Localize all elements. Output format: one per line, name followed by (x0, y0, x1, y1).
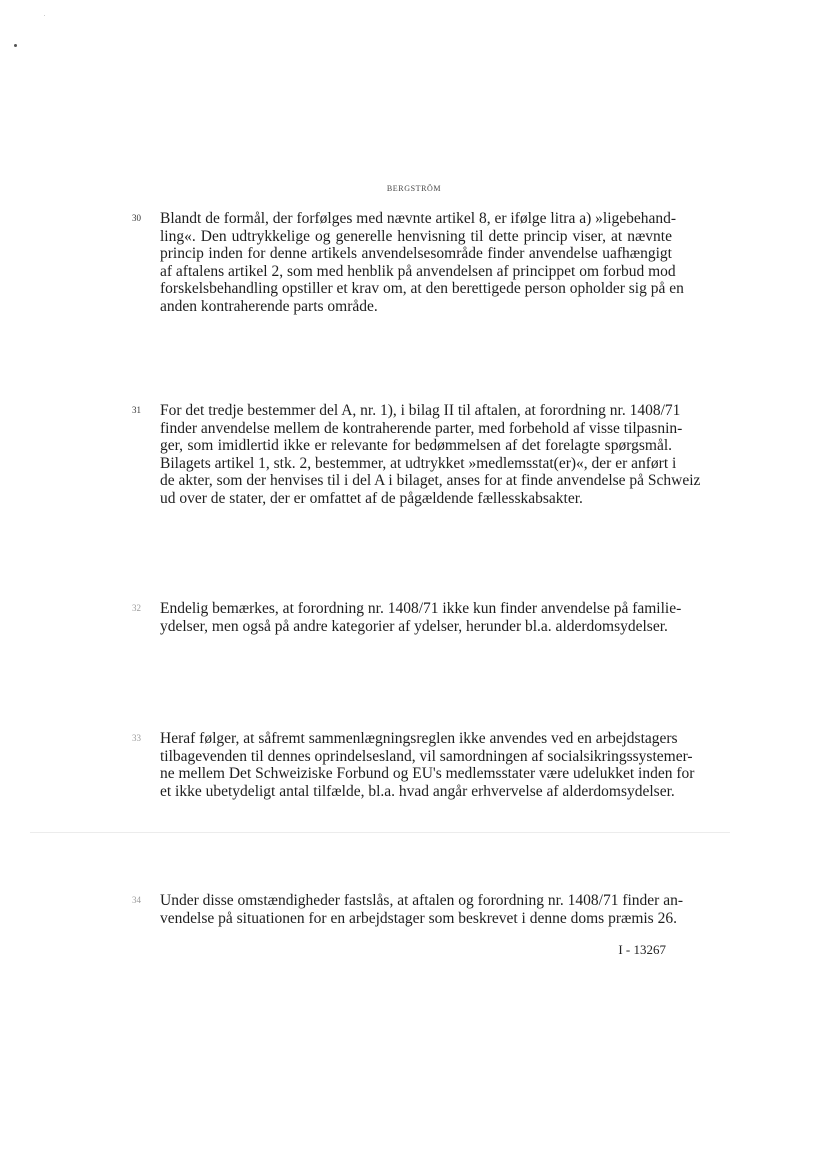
paragraph-number: 30 (132, 213, 141, 223)
text-line: finder anvendelse mellem de kontraherende parter, med forbehold af visse tilpasnin- (160, 419, 683, 437)
text-line: ydelser, men også på andre kategorier af ydelser, herunder bl.a. alderdomsydelser. (160, 617, 668, 635)
text-line: Endelig bemærkes, at forordning nr. 1408/71 ikke kun finder anvendelse på familie- (160, 600, 682, 617)
text-line: ling«. Den udtrykkelige og generelle henvisning til dette princip viser, at nævnte (160, 227, 672, 245)
text-line: Under disse omstændigheder fastslås, at aftalen og forordning nr. 1408/71 finder an- (160, 892, 684, 909)
paragraph-number: 32 (132, 603, 141, 613)
page-number: I - 13267 (618, 942, 666, 957)
text-line: vendelse på situationen for en arbejdstager som beskrevet i denne doms præmis 26. (160, 909, 677, 927)
page-header: BERGSTRÖM (386, 184, 442, 193)
scan-speck (44, 15, 45, 16)
text-line: Bilagets artikel 1, stk. 2, bestemmer, at udtrykket »medlemsstat(er)«, der er anført i (160, 454, 677, 472)
text-line: ger, som imidlertid ikke er relevante for bedømmelsen af det forelagte spørgsmål. (160, 437, 672, 454)
text-line: Heraf følger, at såfremt sammenlægningsreglen ikke anvendes ved en arbejdstagers (160, 730, 678, 747)
paragraph-text (160, 210, 684, 315)
paragraph-number: 31 (132, 405, 141, 415)
text-line: anden kontraherende parts område. (160, 297, 378, 315)
text-line: forskelsbehandling opstiller et krav om, at den berettigede person opholder sig på en (160, 280, 684, 297)
text-line: ud over de stater, der er omfattet af de pågældende fællesskabsakter. (160, 489, 583, 507)
text-line: ne mellem Det Schweiziske Forbund og EU's medlemsstater være udelukket inden for (160, 765, 695, 782)
text-line: tilbagevenden til dennes oprindelsesland, vil samordningen af socialsikringssystemer- (160, 747, 693, 765)
text-line: Blandt de formål, der forfølges med nævnte artikel 8, er ifølge litra a) »ligebehand- (160, 210, 677, 227)
text-line: princip inden for denne artikels anvendelsesområde finder anvendelse uafhængigt (160, 245, 672, 262)
paragraph-text (160, 892, 684, 927)
paragraph-text (160, 600, 682, 635)
text-line: For det tredje bestemmer del A, nr. 1), i bilag II til aftalen, at forordning nr. 1408/71 (160, 402, 681, 419)
scan-speck (14, 44, 17, 47)
text-line: de akter, som der henvises til i del A i bilaget, anses for at finde anvendelse på Schweiz (160, 472, 701, 489)
text-line: af aftalens artikel 2, som med henblik på anvendelsen af princippet om forbud mod (160, 262, 676, 280)
paragraph-number: 34 (132, 895, 141, 905)
paragraph-text (160, 402, 701, 507)
paragraph-text (160, 730, 695, 800)
scan-divider (30, 832, 730, 833)
text-line: et ikke ubetydeligt antal tilfælde, bl.a. hvad angår erhvervelse af alderdomsydelser. (160, 782, 675, 800)
paragraph-number: 33 (132, 733, 141, 743)
